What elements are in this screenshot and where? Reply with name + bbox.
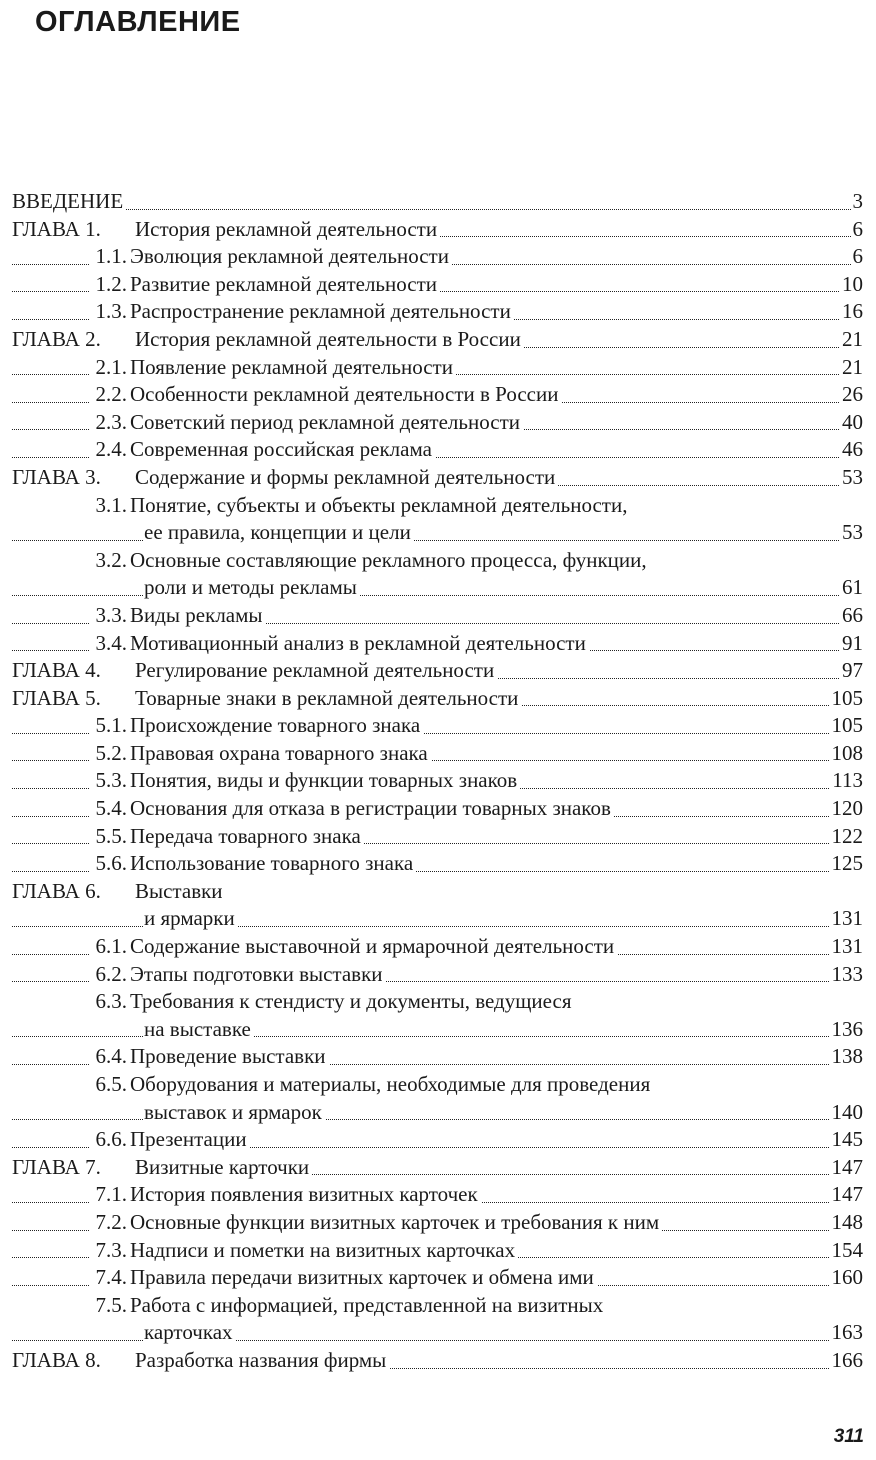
toc-entry-title: Основные функции визитных карточек и требования к ним <box>130 1209 660 1234</box>
section-number: 7.4. <box>95 1265 127 1290</box>
chapter-number: ГЛАВА 5. <box>12 685 101 710</box>
toc-entry-page: 21 <box>840 354 863 382</box>
toc-entry-title: карточках <box>144 1320 233 1345</box>
toc-entry-title: выставок и ярмарок <box>144 1099 322 1124</box>
toc-entry-title: ее правила, концепции и цели <box>144 520 411 545</box>
toc-entry[interactable] <box>12 1319 863 1347</box>
toc-entry-title: История рекламной деятельности в России <box>135 326 521 351</box>
section-number: 6.1. <box>95 934 127 959</box>
chapter-number: ГЛАВА 4. <box>12 658 101 683</box>
section-number: 6.5. <box>95 1072 127 1096</box>
chapter-number: ГЛАВА 1. <box>12 216 101 241</box>
toc-entry-title: Требования к стендисту и документы, ведущиеся <box>130 989 572 1014</box>
toc-entry-title: Понятие, субъекты и объекты рекламной деятельности, <box>130 492 628 517</box>
toc-entry[interactable] <box>12 1264 863 1292</box>
toc-entry[interactable] <box>12 1016 863 1044</box>
toc-entry[interactable] <box>12 933 863 961</box>
toc-entry-title: Развитие рекламной деятельности <box>130 271 437 296</box>
toc-entry-page: 140 <box>830 1099 864 1127</box>
toc-entry-page: 133 <box>830 961 864 989</box>
toc-entry-page: 160 <box>830 1264 864 1292</box>
toc-entry-title: Регулирование рекламной деятельности <box>135 658 495 683</box>
toc-entry[interactable] <box>12 905 863 933</box>
toc-entry-page: 154 <box>830 1237 864 1265</box>
toc-entry-page: 10 <box>840 271 863 299</box>
dot-leader <box>12 1119 863 1120</box>
toc-entry-page: 105 <box>830 712 864 740</box>
toc-entry-page: 163 <box>830 1319 864 1347</box>
toc-entry[interactable] <box>12 988 863 1016</box>
toc-entry[interactable] <box>12 492 863 520</box>
toc-entry-page: 6 <box>851 216 864 244</box>
toc-entry-title: Советский период рекламной деятельности <box>130 409 520 434</box>
toc-entry-title: Правила передачи визитных карточек и обмена ими <box>130 1265 594 1290</box>
toc-entry-page: 147 <box>830 1181 864 1209</box>
toc-entry[interactable] <box>12 712 863 740</box>
toc-entry[interactable] <box>12 795 863 823</box>
toc-entry-title: Особенности рекламной деятельности в России <box>130 382 559 407</box>
toc-entry[interactable] <box>12 767 863 795</box>
section-number: 7.1. <box>95 1182 127 1207</box>
dot-leader <box>12 540 863 541</box>
toc-entry-page: 61 <box>840 574 863 602</box>
toc-entry-title: Современная российская реклама <box>130 437 432 462</box>
toc-entry-page: 97 <box>840 657 863 685</box>
toc-entry-page: 122 <box>830 823 864 851</box>
toc-entry-page: 40 <box>840 409 863 437</box>
dot-leader <box>12 595 863 596</box>
section-number: 5.5. <box>95 823 127 848</box>
toc-entry[interactable] <box>12 823 863 851</box>
section-number: 6.3. <box>95 989 127 1014</box>
toc-entry-title: Содержание выставочной и ярмарочной деятельности <box>130 934 615 959</box>
section-number: 2.3. <box>95 409 127 434</box>
toc-entry-page: 46 <box>840 436 863 464</box>
toc-entry[interactable] <box>12 630 863 658</box>
toc-entry[interactable] <box>12 188 863 216</box>
dot-leader <box>12 1340 863 1341</box>
toc-entry-title: ВВЕДЕНИЕ <box>12 189 124 213</box>
toc-entry-title: Распространение рекламной деятельности <box>130 299 511 324</box>
toc-entry-page: 16 <box>840 298 863 326</box>
toc-entry-title: Этапы подготовки выставки <box>130 961 383 986</box>
section-number: 1.1. <box>95 244 127 269</box>
toc-entry-page: 131 <box>830 933 864 961</box>
toc-entry[interactable] <box>12 1099 863 1127</box>
toc-entry-page: 131 <box>830 905 864 933</box>
toc-entry-title: Презентации <box>130 1127 247 1152</box>
section-number: 6.2. <box>95 961 127 986</box>
toc-entry[interactable] <box>12 464 863 492</box>
section-number: 2.4. <box>95 437 127 462</box>
section-number: 7.2. <box>95 1209 127 1234</box>
toc-entry[interactable] <box>12 1181 863 1209</box>
section-number: 2.2. <box>95 382 127 407</box>
toc-entry[interactable] <box>12 1237 863 1265</box>
toc-entry[interactable] <box>12 1209 863 1237</box>
toc-entry[interactable] <box>12 381 863 409</box>
toc-entry[interactable] <box>12 1071 863 1099</box>
section-number: 5.4. <box>95 796 127 821</box>
toc-entry-title: Основания для отказа в регистрации товарных знаков <box>130 796 611 821</box>
chapter-number: ГЛАВА 8. <box>12 1347 101 1372</box>
toc-entry-title: Виды рекламы <box>130 602 263 627</box>
toc-entry-page: 138 <box>830 1043 864 1071</box>
toc-entry-title: История рекламной деятельности <box>135 216 438 241</box>
toc-entry-title: Товарные знаки в рекламной деятельности <box>135 685 519 710</box>
toc-entry-page: 6 <box>851 243 864 271</box>
toc-entry-title: История появления визитных карточек <box>130 1182 478 1207</box>
section-number: 1.3. <box>95 299 127 324</box>
chapter-number: ГЛАВА 7. <box>12 1154 101 1179</box>
toc-entry-page: 147 <box>830 1154 864 1182</box>
section-number: 7.5. <box>95 1292 127 1317</box>
toc-entry[interactable] <box>12 1154 863 1182</box>
toc-entry-title: Мотивационный анализ в рекламной деятельности <box>130 630 586 655</box>
toc-entry-page: 3 <box>851 188 864 216</box>
section-number: 6.6. <box>95 1127 127 1152</box>
toc-entry-page: 26 <box>840 381 863 409</box>
toc-entry-title: и ярмарки <box>144 906 235 931</box>
toc-entry-title: Разработка названия фирмы <box>135 1347 387 1372</box>
section-number: 7.3. <box>95 1237 127 1262</box>
toc-entry-title: Происхождение товарного знака <box>130 713 421 738</box>
toc-entry[interactable] <box>12 298 863 326</box>
toc-entry[interactable] <box>12 326 863 354</box>
section-number: 3.2. <box>95 547 127 572</box>
section-number: 5.3. <box>95 768 127 793</box>
toc-entry[interactable] <box>12 1292 863 1320</box>
toc-entry-title: Передача товарного знака <box>130 823 361 848</box>
toc-entry[interactable] <box>12 354 863 382</box>
section-number: 5.6. <box>95 851 127 876</box>
toc-entry[interactable] <box>12 547 863 575</box>
toc-entry[interactable] <box>12 1126 863 1154</box>
toc-entry-title: Оборудования и материалы, необходимые для проведения <box>130 1072 651 1096</box>
toc-entry-page: 21 <box>840 326 863 354</box>
toc-entry-page: 125 <box>830 850 864 878</box>
toc-entry-title: Эволюция рекламной деятельности <box>130 244 449 269</box>
section-number: 5.2. <box>95 740 127 765</box>
toc-entry[interactable] <box>12 961 863 989</box>
toc-entry-page: 113 <box>830 767 863 795</box>
toc-entry-title: Использование товарного знака <box>130 851 414 876</box>
toc-entry-title: Правовая охрана товарного знака <box>130 740 428 765</box>
toc-entry[interactable] <box>12 850 863 878</box>
section-number: 6.4. <box>95 1044 127 1069</box>
dot-leader <box>12 926 863 927</box>
chapter-number: ГЛАВА 3. <box>12 464 101 489</box>
chapter-number: ГЛАВА 6. <box>12 878 101 903</box>
toc-entry[interactable] <box>12 878 863 906</box>
toc-entry-page: 66 <box>840 602 863 630</box>
toc-entry-title: Выставки <box>135 878 223 903</box>
toc-entry-title: Работа с информацией, представленной на визитных <box>130 1292 604 1317</box>
toc-entry-title: на выставке <box>144 1016 251 1041</box>
table-of-contents <box>12 188 863 1375</box>
toc-entry-page: 145 <box>830 1126 864 1154</box>
section-number: 3.3. <box>95 602 127 627</box>
toc-entry-page: 53 <box>840 464 863 492</box>
toc-entry-title: Появление рекламной деятельности <box>130 354 453 379</box>
toc-entry-page: 108 <box>830 740 864 768</box>
toc-entry-title: Визитные карточки <box>135 1154 310 1179</box>
toc-entry[interactable] <box>12 1347 863 1375</box>
toc-entry[interactable] <box>12 685 863 713</box>
toc-entry-title: Проведение выставки <box>130 1044 326 1069</box>
page-number: 311 <box>833 1426 864 1447</box>
toc-entry[interactable] <box>12 574 863 602</box>
toc-entry-page: 53 <box>840 519 863 547</box>
toc-entry-page: 105 <box>830 685 864 713</box>
toc-entry[interactable] <box>12 657 863 685</box>
page-title: ОГЛАВЛЕНИЕ <box>35 6 241 38</box>
section-number: 2.1. <box>95 354 127 379</box>
toc-entry[interactable] <box>12 740 863 768</box>
toc-entry[interactable] <box>12 1043 863 1071</box>
toc-entry[interactable] <box>12 409 863 437</box>
toc-entry[interactable] <box>12 271 863 299</box>
toc-entry[interactable] <box>12 216 863 244</box>
toc-entry-title: роли и методы рекламы <box>144 575 357 600</box>
section-number: 3.4. <box>95 630 127 655</box>
section-number: 3.1. <box>95 492 127 517</box>
chapter-number: ГЛАВА 2. <box>12 326 101 351</box>
toc-entry-title: Надписи и пометки на визитных карточках <box>130 1237 516 1262</box>
toc-entry[interactable] <box>12 519 863 547</box>
toc-entry-page: 120 <box>830 795 864 823</box>
toc-entry[interactable] <box>12 602 863 630</box>
toc-entry-title: Содержание и формы рекламной деятельности <box>135 464 556 489</box>
toc-entry-page: 148 <box>830 1209 864 1237</box>
toc-entry[interactable] <box>12 243 863 271</box>
toc-entry-page: 166 <box>830 1347 864 1375</box>
toc-entry-page: 91 <box>840 630 863 658</box>
section-number: 5.1. <box>95 713 127 738</box>
toc-entry-page: 136 <box>830 1016 864 1044</box>
toc-entry-title: Понятия, виды и функции товарных знаков <box>130 768 518 793</box>
dot-leader <box>12 209 863 210</box>
dot-leader <box>12 1036 863 1037</box>
toc-entry[interactable] <box>12 436 863 464</box>
section-number: 1.2. <box>95 271 127 296</box>
toc-entry-title: Основные составляющие рекламного процесса, функции, <box>130 547 647 572</box>
